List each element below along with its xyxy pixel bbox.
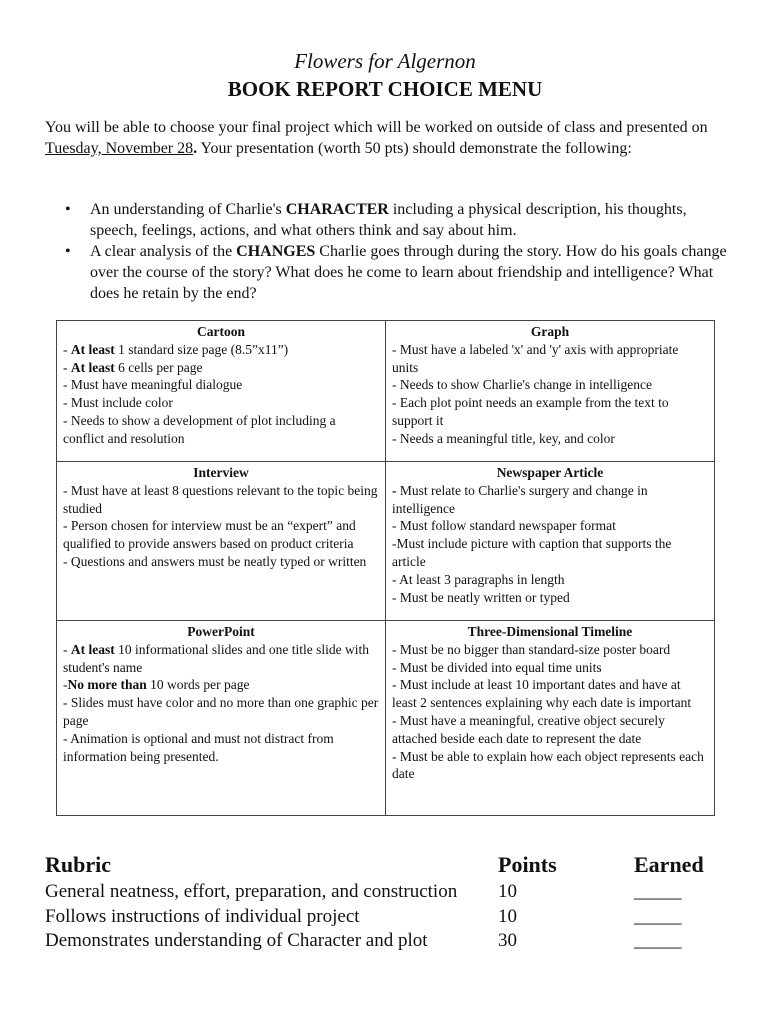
bullet-text: A clear analysis of the — [90, 243, 237, 260]
choice-menu-table — [56, 320, 715, 816]
intro-paragraph — [45, 117, 735, 159]
requirement-text: - — [63, 359, 71, 375]
requirement-text: -Must include picture with caption that supports the article — [392, 536, 672, 569]
requirement-line — [63, 482, 379, 518]
list-item — [45, 241, 735, 304]
emphasis-text: No more than — [67, 677, 147, 693]
requirement-line — [392, 341, 708, 377]
rubric-row — [45, 880, 725, 905]
cell-title: Interview — [193, 465, 249, 480]
emphasis-text: - — [392, 482, 397, 498]
requirement-text: - Person chosen for interview must be an “expert” and qualified to provide answers based on product criteria — [63, 518, 356, 552]
page-heading: BOOK REPORT CHOICE MENU — [227, 77, 543, 101]
rubric-points: 10 — [498, 881, 517, 902]
emphasis-text: At least — [70, 341, 115, 357]
requirement-line — [63, 359, 379, 377]
requirement-line — [392, 748, 708, 784]
requirement-text: - Must include color — [63, 395, 173, 411]
rubric-header-row — [45, 850, 725, 880]
emphasis-text: At least — [70, 359, 115, 375]
requirement-line — [392, 535, 708, 571]
cell-title: Graph — [530, 324, 570, 339]
rubric-points: 30 — [498, 930, 517, 951]
bullet-emphasis: CHARACTER — [285, 201, 389, 218]
choice-cell-powerpoint — [57, 621, 386, 816]
requirement-line — [392, 659, 708, 677]
cell-title: Newspaper Article — [496, 465, 604, 480]
requirement-line — [63, 412, 379, 448]
book-title: Flowers for Algernon — [294, 49, 476, 73]
choice-cell-timeline — [386, 621, 715, 816]
requirement-text: - Slides must have color and no more than one graphic per page — [63, 695, 379, 728]
requirement-text: - — [63, 341, 71, 357]
requirement-line — [392, 430, 708, 448]
requirement-text: - Must have meaningful dialogue — [63, 377, 243, 393]
requirement-line — [63, 394, 379, 412]
requirement-text: - — [63, 677, 68, 693]
rubric-row — [45, 929, 725, 954]
cell-title: PowerPoint — [187, 624, 255, 639]
requirement-line — [63, 553, 379, 571]
rubric-table — [45, 850, 725, 954]
rubric-earned-blank: _____ — [634, 930, 682, 951]
requirement-text: - Each plot point needs an example from the text to support it — [392, 395, 669, 428]
requirement-text: - Must have a labeled 'x' and 'y' axis with appropriate units — [392, 341, 679, 375]
choice-cell-interview — [57, 462, 386, 621]
intro-period: . — [193, 140, 198, 157]
requirement-text: - Must include at least 10 important dates and have at least 2 sentences explaining why each date is important — [392, 677, 692, 711]
bullet-text: Charlie goes through during the story. How do his goals change over the course of the story? What does he come to learn about friendship and intelligence? What does he retain by the end? — [90, 243, 727, 302]
table-row — [57, 462, 715, 621]
earned-header: Earned — [634, 852, 704, 877]
requirement-text: - Must have a meaningful, creative object securely attached beside each date to represent the date — [392, 712, 665, 746]
requirement-line — [63, 341, 379, 359]
requirement-line — [63, 517, 379, 553]
requirement-text: - At least 3 paragraphs in length — [392, 571, 565, 587]
requirement-line — [63, 694, 379, 730]
requirement-text: 1 standard size page (8.5”x11”) — [114, 341, 289, 357]
requirement-text: - Animation is optional and must not distract from information being presented. — [63, 730, 334, 764]
requirement-line — [392, 376, 708, 394]
requirement-text: - — [63, 641, 71, 657]
choice-cell-cartoon — [57, 321, 386, 462]
choice-cell-graph — [386, 321, 715, 462]
requirement-text: Must relate to Charlie's surgery and change in intelligence — [392, 482, 648, 516]
list-item — [45, 199, 735, 241]
requirement-text: - Must be no bigger than standard-size poster board — [392, 641, 671, 657]
requirement-text: 10 informational slides and one title slide with student's name — [63, 641, 369, 675]
requirement-line — [392, 482, 708, 518]
requirement-line — [392, 589, 708, 607]
requirement-text: - Needs to show Charlie's change in intelligence — [392, 377, 652, 393]
requirement-line — [392, 571, 708, 589]
requirement-text: - Needs to show a development of plot including a conflict and resolution — [63, 412, 336, 446]
bullet-icon: • — [65, 243, 71, 260]
rubric-earned-blank: _____ — [634, 881, 682, 902]
requirement-line — [63, 676, 379, 694]
bullet-text: An understanding of Charlie's — [90, 201, 286, 218]
requirement-text: - Must have at least 8 questions relevant to the topic being studied — [63, 482, 378, 516]
requirement-line — [63, 730, 379, 766]
requirement-text: 10 words per page — [146, 677, 250, 693]
rubric-earned-blank: _____ — [634, 905, 682, 927]
rubric-row — [45, 905, 725, 930]
table-row — [57, 321, 715, 462]
requirement-line — [63, 376, 379, 394]
choice-cell-newspaper — [386, 462, 715, 621]
rubric-criteria: General neatness, effort, preparation, and construction — [45, 881, 458, 902]
cell-title: Cartoon — [197, 324, 245, 339]
requirement-text: - Must be able to explain how each object represents each date — [392, 748, 704, 782]
intro-text-end: Your presentation (worth 50 pts) should demonstrate the following: — [197, 140, 632, 157]
requirement-text: - Questions and answers must be neatly typed or written — [63, 553, 367, 569]
requirement-text: 6 cells per page — [114, 359, 203, 375]
rubric-criteria: Demonstrates understanding of Character and plot — [45, 930, 428, 951]
requirement-line — [392, 676, 708, 712]
points-header: Points — [498, 852, 557, 877]
requirement-text: - Must be neatly written or typed — [392, 589, 570, 605]
bullet-emphasis: CHANGES — [236, 243, 316, 260]
requirement-line — [392, 394, 708, 430]
due-date: Tuesday, November 28 — [45, 140, 194, 157]
requirement-line — [63, 641, 379, 677]
intro-text-start: You will be able to choose your final project which will be worked on outside of class and presented on — [45, 119, 708, 136]
rubric-points: 10 — [498, 905, 517, 927]
rubric-criteria: Follows instructions of individual project — [45, 905, 360, 927]
emphasis-text: At least — [70, 641, 115, 657]
requirement-text: - Must follow standard newspaper format — [392, 518, 616, 534]
requirement-text: - Needs a meaningful title, key, and color — [392, 430, 615, 446]
requirement-text: - Must be divided into equal time units — [392, 659, 602, 675]
requirement-line — [392, 641, 708, 659]
cell-title: Three-Dimensional Timeline — [467, 624, 633, 639]
rubric-header: Rubric — [45, 852, 111, 877]
requirements-list — [45, 199, 735, 304]
table-row — [57, 621, 715, 816]
bullet-text: including a physical description, his thoughts, speech, feelings, actions, and what others think and say about him. — [90, 201, 687, 239]
bullet-icon: • — [65, 201, 71, 218]
requirement-line — [392, 517, 708, 535]
requirement-line — [392, 712, 708, 748]
